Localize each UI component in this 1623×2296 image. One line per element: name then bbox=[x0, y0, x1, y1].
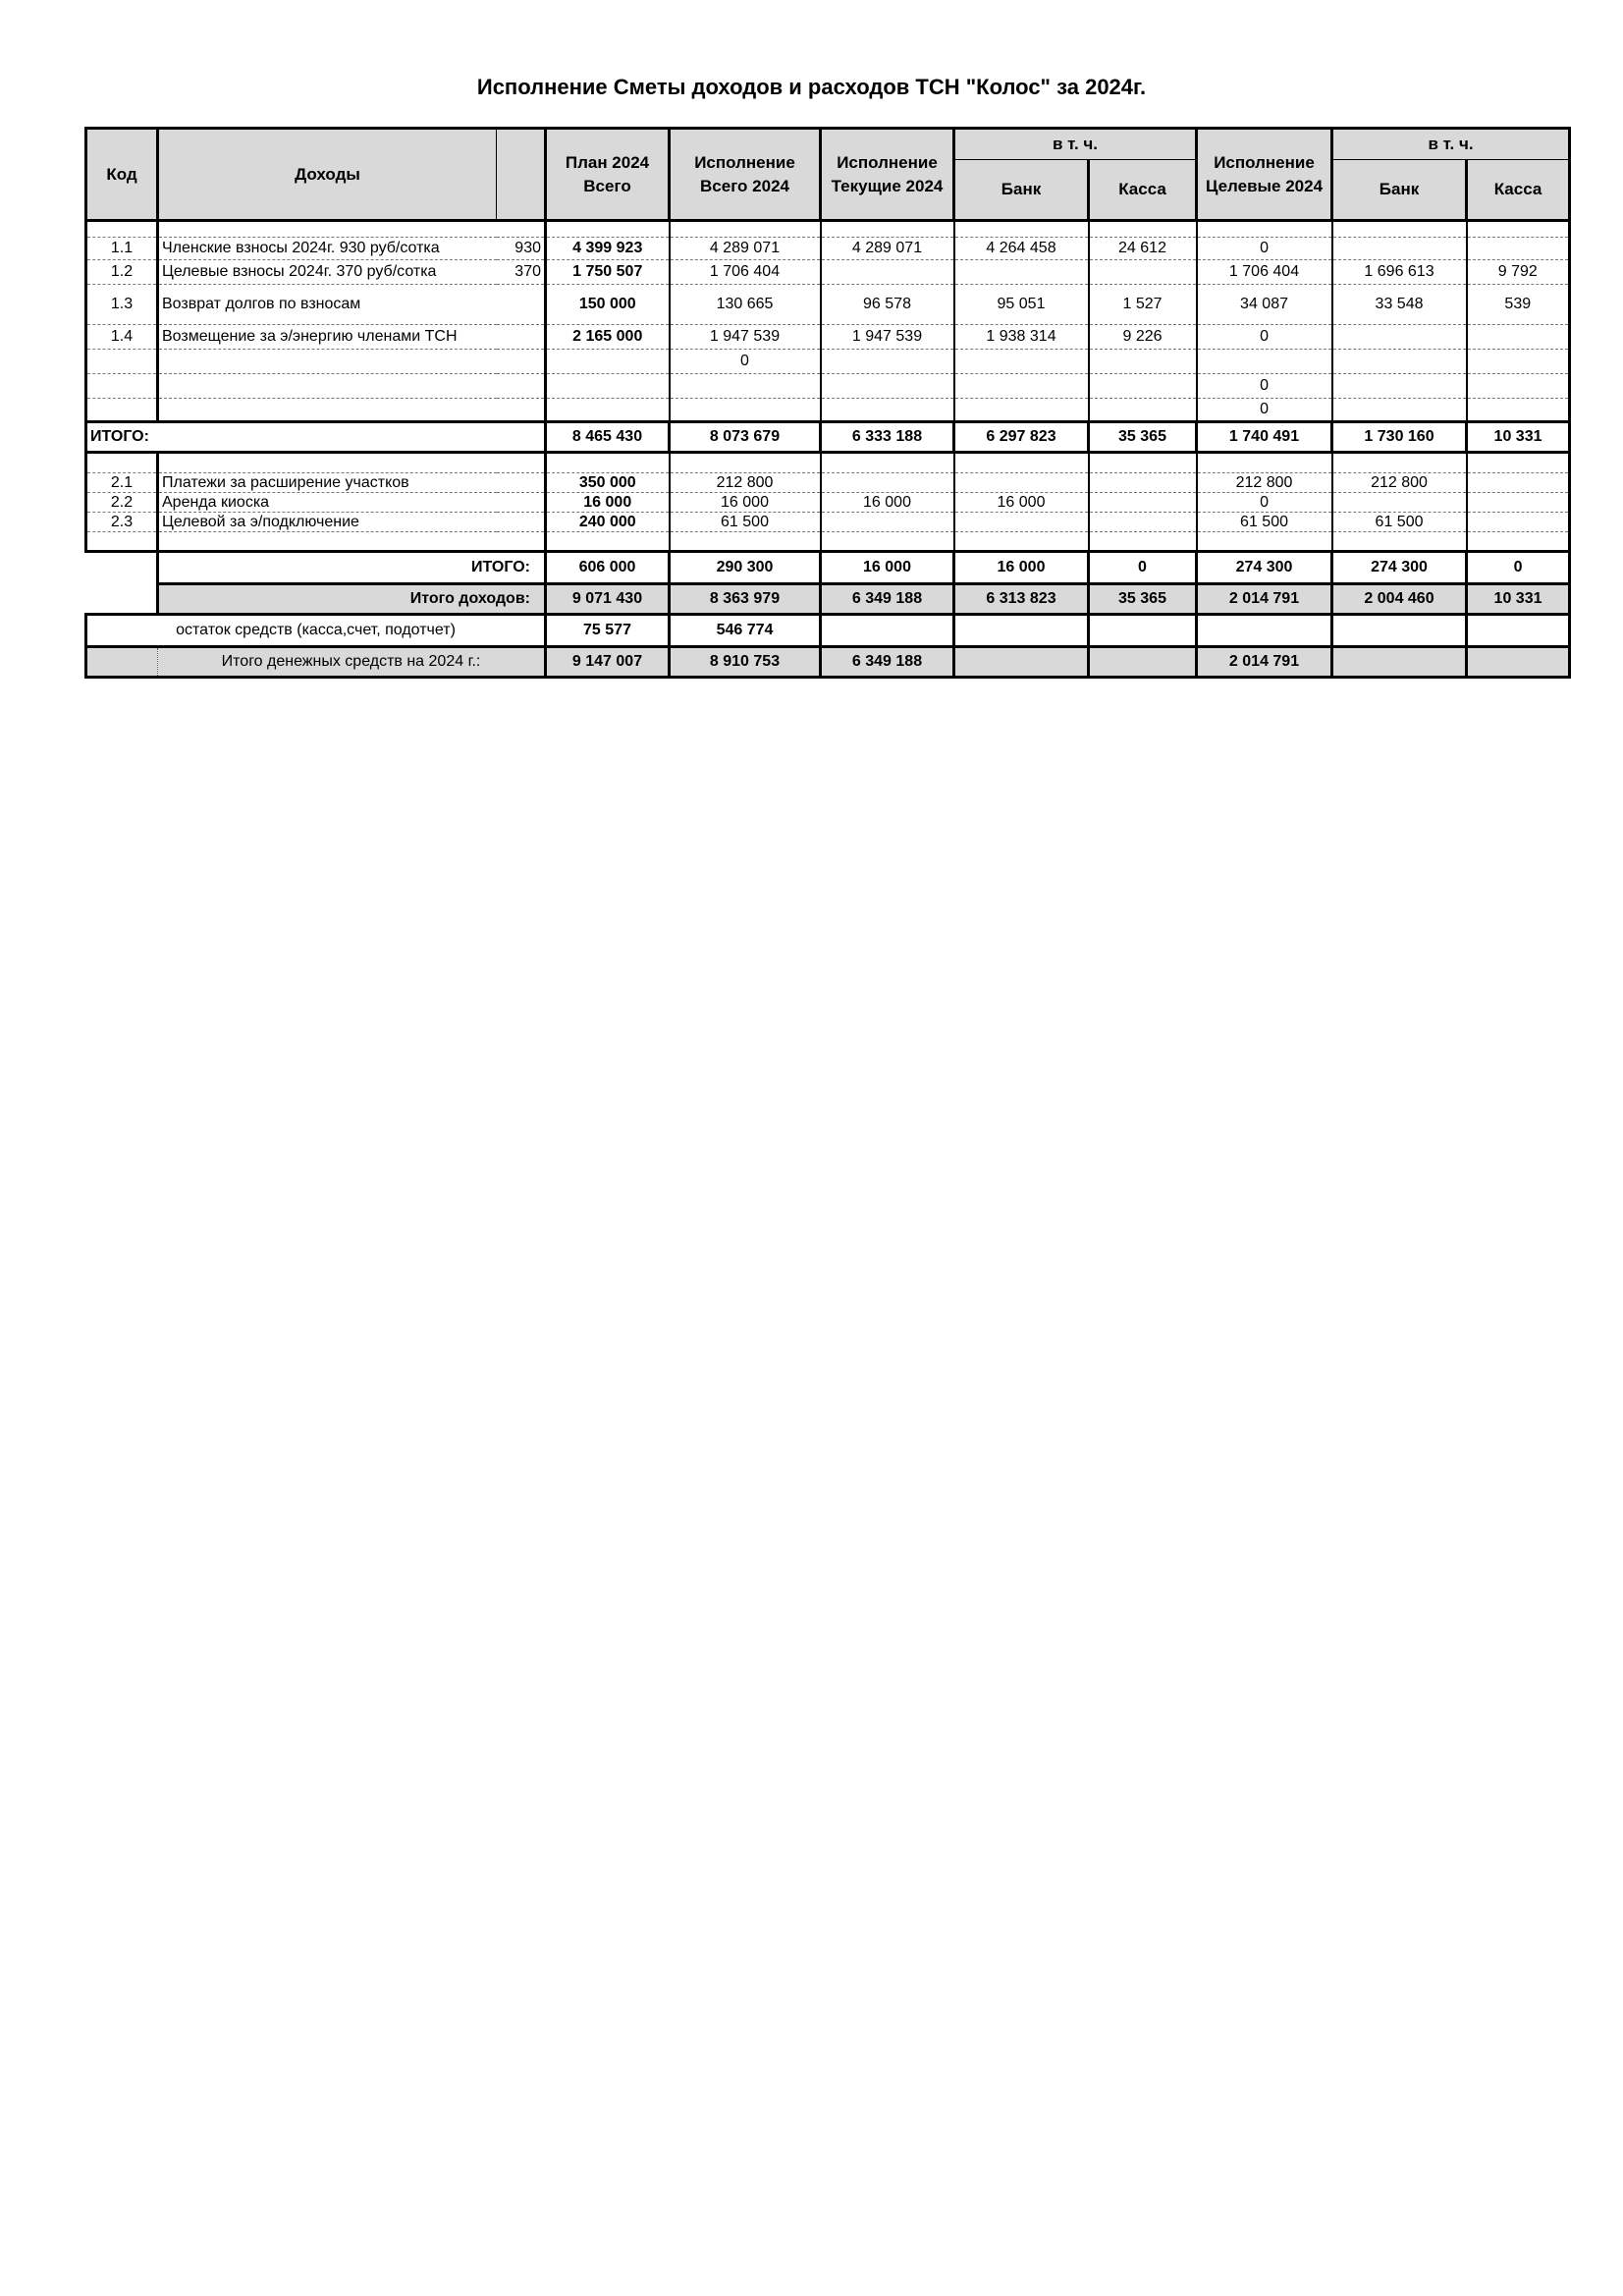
row-isp-tgt bbox=[1197, 350, 1332, 374]
budget-table bbox=[84, 127, 1571, 679]
total2-isp-tgt: 274 300 bbox=[1197, 552, 1332, 584]
header-isp-tgt bbox=[1197, 129, 1332, 221]
header-extra bbox=[497, 129, 546, 221]
row-name bbox=[158, 399, 497, 422]
header-vtch-2: в т. ч. bbox=[1332, 129, 1570, 160]
total2-bank-2: 274 300 bbox=[1332, 552, 1467, 584]
row-plan: 16 000 bbox=[546, 493, 670, 513]
total-income-kassa-2: 10 331 bbox=[1467, 584, 1570, 615]
row-code: 1.4 bbox=[86, 325, 158, 350]
total-income-plan: 9 071 430 bbox=[546, 584, 670, 615]
row-name bbox=[158, 350, 497, 374]
total1-kassa-1: 35 365 bbox=[1089, 422, 1197, 453]
row-isp-all: 61 500 bbox=[670, 513, 821, 532]
table-row bbox=[86, 453, 1570, 473]
total-income-label: Итого доходов: bbox=[158, 584, 546, 615]
row-name: Возмещение за э/энергию членами ТСН bbox=[158, 325, 497, 350]
table-row bbox=[86, 532, 1570, 552]
row-name bbox=[158, 374, 497, 399]
row-plan: 2 165 000 bbox=[546, 325, 670, 350]
header-kod: Код bbox=[86, 129, 158, 221]
row-kassa-2 bbox=[1467, 238, 1570, 260]
table-row bbox=[86, 473, 1570, 493]
row-isp-cur: 96 578 bbox=[821, 285, 954, 325]
total1-isp-all: 8 073 679 bbox=[670, 422, 821, 453]
row-bank-2 bbox=[1332, 399, 1467, 422]
row-isp-cur: 16 000 bbox=[821, 493, 954, 513]
total1-isp-cur: 6 333 188 bbox=[821, 422, 954, 453]
table-row bbox=[86, 350, 1570, 374]
remainder-label: остаток средств (касса,счет, подотчет) bbox=[86, 615, 546, 647]
row-kassa-1 bbox=[1089, 399, 1197, 422]
row-isp-cur: 1 947 539 bbox=[821, 325, 954, 350]
remainder-plan: 75 577 bbox=[546, 615, 670, 647]
row-bank-1 bbox=[954, 399, 1089, 422]
row-kassa-1 bbox=[1089, 374, 1197, 399]
table-row bbox=[86, 325, 1570, 350]
row-bank-2 bbox=[1332, 374, 1467, 399]
header-isp-cur bbox=[821, 129, 954, 221]
table-row bbox=[86, 221, 1570, 238]
row-kassa-1: 9 226 bbox=[1089, 325, 1197, 350]
header-plan bbox=[546, 129, 670, 221]
row-isp-cur: 4 289 071 bbox=[821, 238, 954, 260]
total2-isp-all: 290 300 bbox=[670, 552, 821, 584]
row-name: Возврат долгов по взносам bbox=[158, 285, 497, 325]
row-name: Аренда киоска bbox=[158, 493, 546, 513]
total-money-label: Итого денежных средств на 2024 г.: bbox=[158, 647, 546, 678]
row-kassa-2 bbox=[1467, 473, 1570, 493]
header-isp-all bbox=[670, 129, 821, 221]
row-extra bbox=[497, 325, 546, 350]
total-income-isp-cur: 6 349 188 bbox=[821, 584, 954, 615]
row-bank-2 bbox=[1332, 325, 1467, 350]
row-kassa-1 bbox=[1089, 493, 1197, 513]
total2-kassa-2: 0 bbox=[1467, 552, 1570, 584]
row-bank-2 bbox=[1332, 350, 1467, 374]
total-money-isp-cur: 6 349 188 bbox=[821, 647, 954, 678]
row-kassa-2 bbox=[1467, 513, 1570, 532]
total1-plan: 8 465 430 bbox=[546, 422, 670, 453]
total-row-2 bbox=[86, 552, 1570, 584]
row-bank-1 bbox=[954, 513, 1089, 532]
row-isp-cur bbox=[821, 399, 954, 422]
header-plan-line2: Всего bbox=[583, 176, 631, 195]
row-name: Членские взносы 2024г. 930 руб/сотка bbox=[158, 238, 497, 260]
row-code: 1.3 bbox=[86, 285, 158, 325]
row-extra bbox=[497, 350, 546, 374]
row-isp-tgt: 1 706 404 bbox=[1197, 260, 1332, 285]
header-kassa-2: Касса bbox=[1467, 160, 1570, 221]
table-row bbox=[86, 493, 1570, 513]
row-plan bbox=[546, 399, 670, 422]
row-bank-1: 16 000 bbox=[954, 493, 1089, 513]
table-row bbox=[86, 513, 1570, 532]
row-bank-1: 4 264 458 bbox=[954, 238, 1089, 260]
row-isp-tgt: 212 800 bbox=[1197, 473, 1332, 493]
row-kassa-1 bbox=[1089, 473, 1197, 493]
total-income-kassa-1: 35 365 bbox=[1089, 584, 1197, 615]
row-name: Целевой за э/подключение bbox=[158, 513, 546, 532]
total-income-row bbox=[86, 584, 1570, 615]
row-isp-all: 212 800 bbox=[670, 473, 821, 493]
row-bank-2: 1 696 613 bbox=[1332, 260, 1467, 285]
row-kassa-2: 9 792 bbox=[1467, 260, 1570, 285]
row-bank-1: 1 938 314 bbox=[954, 325, 1089, 350]
row-extra bbox=[497, 399, 546, 422]
table-row bbox=[86, 374, 1570, 399]
total-money-row bbox=[86, 647, 1570, 678]
total1-bank-1: 6 297 823 bbox=[954, 422, 1089, 453]
row-kassa-1: 24 612 bbox=[1089, 238, 1197, 260]
total1-kassa-2: 10 331 bbox=[1467, 422, 1570, 453]
row-isp-tgt: 0 bbox=[1197, 238, 1332, 260]
row-bank-2: 33 548 bbox=[1332, 285, 1467, 325]
total2-label: ИТОГО: bbox=[158, 552, 546, 584]
header-bank-1: Банк bbox=[954, 160, 1089, 221]
total-row-1 bbox=[86, 422, 1570, 453]
header-vtch-1: в т. ч. bbox=[954, 129, 1197, 160]
table-row bbox=[86, 238, 1570, 260]
row-kassa-2 bbox=[1467, 374, 1570, 399]
row-isp-tgt: 61 500 bbox=[1197, 513, 1332, 532]
row-kassa-2 bbox=[1467, 493, 1570, 513]
header-kassa-1: Касса bbox=[1089, 160, 1197, 221]
row-code: 1.1 bbox=[86, 238, 158, 260]
row-bank-2: 61 500 bbox=[1332, 513, 1467, 532]
row-kassa-1 bbox=[1089, 513, 1197, 532]
row-extra bbox=[497, 374, 546, 399]
row-plan: 4 399 923 bbox=[546, 238, 670, 260]
row-isp-all: 130 665 bbox=[670, 285, 821, 325]
row-isp-tgt: 0 bbox=[1197, 399, 1332, 422]
row-plan: 350 000 bbox=[546, 473, 670, 493]
row-isp-cur bbox=[821, 350, 954, 374]
row-plan: 240 000 bbox=[546, 513, 670, 532]
row-kassa-2: 539 bbox=[1467, 285, 1570, 325]
row-isp-tgt: 0 bbox=[1197, 493, 1332, 513]
table-row bbox=[86, 285, 1570, 325]
row-code: 2.1 bbox=[86, 473, 158, 493]
row-code: 1.2 bbox=[86, 260, 158, 285]
total2-bank-1: 16 000 bbox=[954, 552, 1089, 584]
row-kassa-2 bbox=[1467, 350, 1570, 374]
row-name: Платежи за расширение участков bbox=[158, 473, 546, 493]
row-isp-all bbox=[670, 374, 821, 399]
total-income-isp-all: 8 363 979 bbox=[670, 584, 821, 615]
row-isp-cur bbox=[821, 473, 954, 493]
header-bank-2: Банк bbox=[1332, 160, 1467, 221]
row-isp-all bbox=[670, 399, 821, 422]
row-code bbox=[86, 399, 158, 422]
row-isp-tgt: 34 087 bbox=[1197, 285, 1332, 325]
header-isp-cur-line1: Исполнение bbox=[837, 152, 938, 172]
row-bank-1 bbox=[954, 260, 1089, 285]
row-bank-1: 95 051 bbox=[954, 285, 1089, 325]
row-plan bbox=[546, 350, 670, 374]
row-plan bbox=[546, 374, 670, 399]
table-row bbox=[86, 399, 1570, 422]
row-bank-1 bbox=[954, 350, 1089, 374]
row-plan: 1 750 507 bbox=[546, 260, 670, 285]
row-code: 2.2 bbox=[86, 493, 158, 513]
row-kassa-1 bbox=[1089, 260, 1197, 285]
header-plan-line1: План 2024 bbox=[565, 152, 650, 172]
header-isp-tgt-line1: Исполнение bbox=[1214, 152, 1315, 172]
row-plan: 150 000 bbox=[546, 285, 670, 325]
total-money-isp-tgt: 2 014 791 bbox=[1197, 647, 1332, 678]
row-code bbox=[86, 350, 158, 374]
row-isp-all: 4 289 071 bbox=[670, 238, 821, 260]
remainder-isp-all: 546 774 bbox=[670, 615, 821, 647]
row-isp-all: 1 947 539 bbox=[670, 325, 821, 350]
row-kassa-1 bbox=[1089, 350, 1197, 374]
total-income-bank-2: 2 004 460 bbox=[1332, 584, 1467, 615]
header-isp-cur-line2: Текущие 2024 bbox=[831, 176, 944, 195]
total-money-isp-all: 8 910 753 bbox=[670, 647, 821, 678]
total1-label: ИТОГО: bbox=[86, 422, 546, 453]
row-extra: 370 bbox=[497, 260, 546, 285]
row-code: 2.3 bbox=[86, 513, 158, 532]
row-isp-all: 1 706 404 bbox=[670, 260, 821, 285]
total1-isp-tgt: 1 740 491 bbox=[1197, 422, 1332, 453]
row-isp-cur bbox=[821, 513, 954, 532]
page-title: Исполнение Сметы доходов и расходов ТСН "Колос" за 2024г. bbox=[476, 75, 1147, 99]
total-income-isp-tgt: 2 014 791 bbox=[1197, 584, 1332, 615]
total-money-plan: 9 147 007 bbox=[546, 647, 670, 678]
total2-isp-cur: 16 000 bbox=[821, 552, 954, 584]
header-dohody: Доходы bbox=[158, 129, 497, 221]
row-isp-cur bbox=[821, 260, 954, 285]
total2-kassa-1: 0 bbox=[1089, 552, 1197, 584]
total1-bank-2: 1 730 160 bbox=[1332, 422, 1467, 453]
row-name: Целевые взносы 2024г. 370 руб/сотка bbox=[158, 260, 497, 285]
row-extra bbox=[497, 285, 546, 325]
row-kassa-1: 1 527 bbox=[1089, 285, 1197, 325]
total-income-bank-1: 6 313 823 bbox=[954, 584, 1089, 615]
header-isp-all-line2: Всего 2024 bbox=[700, 176, 789, 195]
row-bank-2: 212 800 bbox=[1332, 473, 1467, 493]
row-kassa-2 bbox=[1467, 325, 1570, 350]
row-isp-cur bbox=[821, 374, 954, 399]
table-row bbox=[86, 260, 1570, 285]
row-bank-1 bbox=[954, 374, 1089, 399]
row-isp-tgt: 0 bbox=[1197, 374, 1332, 399]
header-isp-all-line1: Исполнение bbox=[694, 152, 795, 172]
row-isp-all: 16 000 bbox=[670, 493, 821, 513]
row-isp-all: 0 bbox=[670, 350, 821, 374]
row-bank-2 bbox=[1332, 238, 1467, 260]
total2-plan: 606 000 bbox=[546, 552, 670, 584]
row-code bbox=[86, 374, 158, 399]
row-kassa-2 bbox=[1467, 399, 1570, 422]
remainder-row bbox=[86, 615, 1570, 647]
row-isp-tgt: 0 bbox=[1197, 325, 1332, 350]
row-bank-2 bbox=[1332, 493, 1467, 513]
row-bank-1 bbox=[954, 473, 1089, 493]
header-isp-tgt-line2: Целевые 2024 bbox=[1205, 176, 1324, 195]
row-extra: 930 bbox=[497, 238, 546, 260]
